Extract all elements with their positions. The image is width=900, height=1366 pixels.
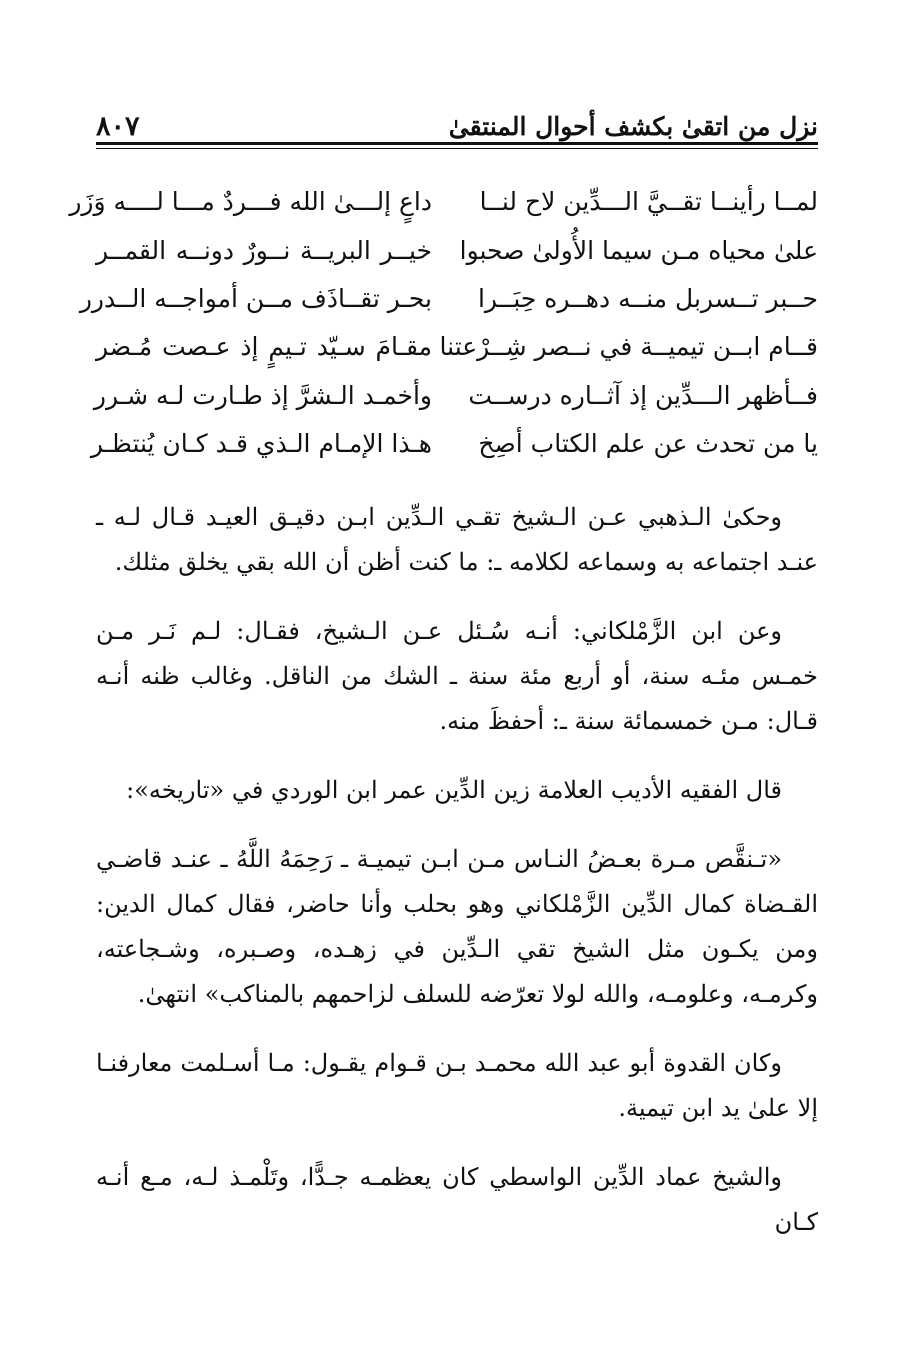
paragraph: والشيخ عماد الدِّين الواسطي كان يعظمـه جـدًّا، وتَلْمـذ لـه، مـع أنـه كـان [96,1163,818,1236]
header-rule-thin [96,148,818,149]
second-hemistich: خيــر البريــة نــورٌ دونــه القمــر [96,235,432,265]
poem-verse [90,420,818,468]
second-hemistich: هـذا الإمـام الـذي قـد كـان يُنتظـر [90,429,432,459]
poem-verse [96,323,818,371]
paragraph: وحكىٰ الـذهبي عـن الـشيخ تقـي الـدِّين ابـن دقيـق العيـد قـال لـه ـ عنـد اجتماعه به وسماعه لكلامه ـ: ما كنت أظن أن الله بقي يخلق مثلك. [96,503,818,576]
page-number: ٨٠٧ [96,111,140,142]
poem-verse [96,226,818,274]
paragraph: وعن ابن الزَّمْلكاني: أنـه سُـئل عـن الـشيخ، فقـال: لـم نَـر مـن خمـس مئـه سنة، أو أربع مئة سنة ـ الشك من الناقل. وغالب ظنه أنـه قـال: مـن خمسمائة سنة ـ: أحفظَ منه. [96,617,818,735]
poem-verse [79,275,818,323]
paragraph: قال الفقيه الأديب العلامة زين الدِّين عمر ابن الوردي في «تاريخه»: [126,776,782,804]
paragraph: وكان القدوة أبو عبد الله محمـد بـن قـوام يقـول: مـا أسـلمت معارفنـا إلا علىٰ يد ابن تيمية. [96,1049,818,1122]
poem-verse [93,372,818,420]
first-hemistich: حــبر تــسربل منــه دهــره حِبَــرا [477,283,818,313]
page-header [96,104,818,144]
header-rule-thick [96,142,818,145]
paragraph: «تـنقَّص مـرة بعـضُ النـاس مـن ابـن تيميـة ـ رَحِمَهُ اللَّهُ ـ عنـد قاضـي القـضاة كمال الدِّين الزَّمْلكاني وهو بحلب وأنا حاضر، فقال كمال الدين: ومن يكـون مثل الشيخ تقي الـدِّين في زهـده، وصـبره، وشـجاعته، وكرمـه، وعلومـه، والله لولا تعرّضه للسلف لزاحمهم بالمناكب» انتهىٰ. [96,845,818,1008]
second-hemistich: بحـر تقــاذَف مــن أمواجــه الــدرر [79,283,432,313]
second-hemistich: وأخمـد الـشرَّ إذ طـارت لـه شـرر [93,380,432,410]
first-hemistich: لمــا رأينــا تقــيَّ الـــدِّين لاح لنــا [479,187,818,217]
first-hemistich: علىٰ محياه مـن سيما الأُولىٰ صحبوا [459,235,818,265]
body-text [96,495,818,1269]
poem-block [69,178,818,468]
second-hemistich: داعٍ إلـــىٰ الله فـــردٌ مـــا لــــه وَزَر [69,187,432,217]
first-hemistich: فــأظهر الـــدِّين إذ آثــاره درســت [468,380,818,410]
first-hemistich: قــام ابــن تيميــة في نــصر شِــرْعتنا [439,332,818,362]
first-hemistich: يا من تحدث عن علم الكتاب أصِخ [478,429,818,459]
poem-verse [69,178,818,226]
running-title: نزل من اتقىٰ بكشف أحوال المنتقىٰ [448,112,818,141]
second-hemistich: مقـامَ سـيّد تـيمٍ إذ عـصت مُـضر [96,332,432,362]
